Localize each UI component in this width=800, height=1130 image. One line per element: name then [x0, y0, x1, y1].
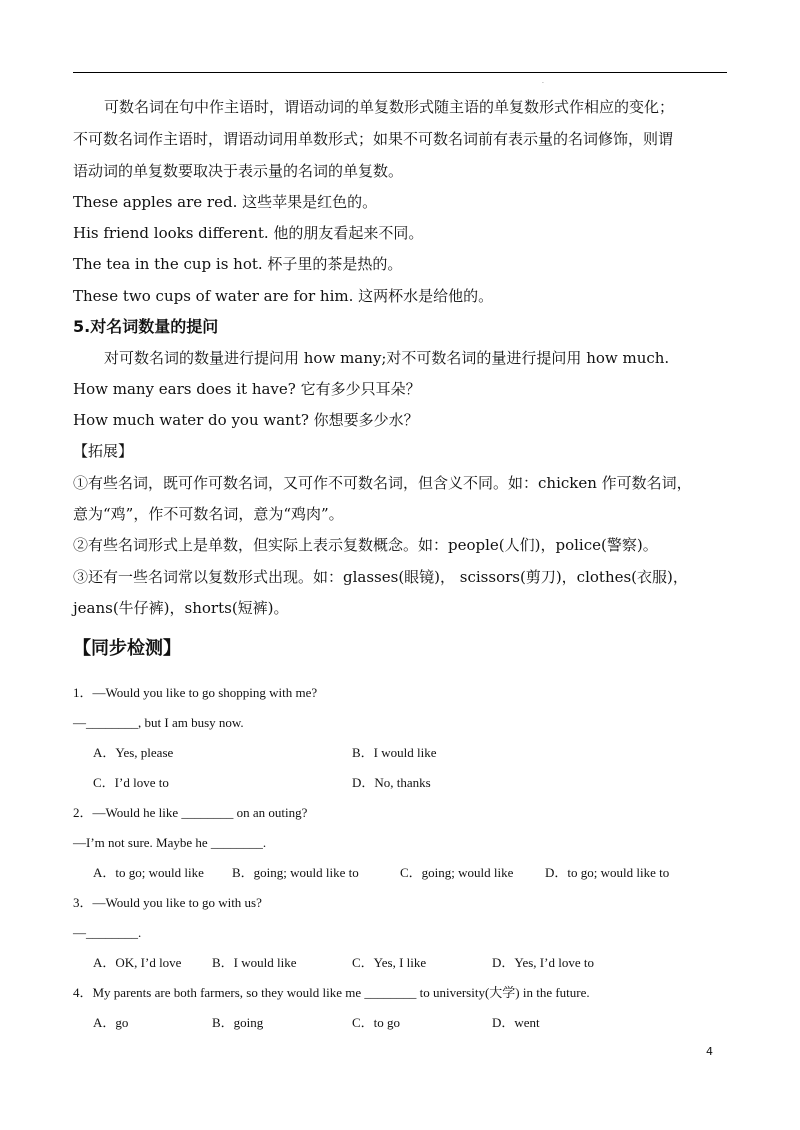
answer-option: C．Yes, I like	[352, 955, 427, 970]
paragraph-line: 可数名词在句中作主语时，谓语动词的单复数形式随主语的单复数形式作相应的变化；	[104, 98, 675, 116]
extend-item: ②有些名词形式上是单数，但实际上表示复数概念。如：people(人们)，police(警察)。	[73, 536, 658, 554]
answer-option: A．Yes, please	[93, 745, 174, 760]
answer-option: C．I’d love to	[93, 775, 169, 790]
answer-option: C．going; would like	[400, 865, 514, 880]
answer-option: B．I would like	[212, 955, 297, 970]
paragraph-line: 不可数名词作主语时，谓语动词用单数形式；如果不可数名词前有表示量的名词修饰，则谓	[73, 130, 674, 148]
header-mark: ·	[542, 80, 544, 87]
section-title: 【同步检测】	[73, 638, 181, 659]
paragraph-line: 语动词的单复数要取决于表示量的名词的单复数。	[73, 162, 404, 180]
answer-option: A．go	[93, 1015, 129, 1030]
answer-option: D．No, thanks	[352, 775, 431, 790]
example-sentence: The tea in the cup is hot. 杯子里的茶是热的。	[73, 255, 403, 273]
question-stem: —________.	[73, 925, 142, 940]
example-sentence: These two cups of water are for him. 这两杯水是给他的。	[73, 287, 494, 305]
answer-option: B．going	[212, 1015, 264, 1030]
answer-option: A．to go; would like	[93, 865, 204, 880]
extend-label: 【拓展】	[73, 442, 134, 460]
question-stem: 2．—Would he like ________ on an outing?	[73, 805, 308, 820]
paragraph-line: 对可数名词的数量进行提问用 how many;对不可数名词的量进行提问用 how much.	[104, 349, 670, 367]
question-stem: 3．—Would you like to go with us?	[73, 895, 262, 910]
example-sentence: How many ears does it have? 它有多少只耳朵？	[73, 380, 421, 398]
answer-option: D．went	[492, 1015, 540, 1030]
header-rule	[73, 72, 727, 73]
example-sentence: How much water do you want? 你想要多少水？	[73, 411, 419, 429]
extend-item: 意为“鸡”，作不可数名词，意为“鸡肉”。	[73, 505, 344, 523]
question-stem: 1．—Would you like to go shopping with me?	[73, 685, 318, 700]
question-stem: —________, but I am busy now.	[73, 715, 244, 730]
answer-option: D．Yes, I’d love to	[492, 955, 594, 970]
answer-option: A．OK, I’d love	[93, 955, 182, 970]
answer-option: D．to go; would like to	[545, 865, 670, 880]
extend-item: ③还有一些名词常以复数形式出现。如：glasses(眼镜)， scissors(剪刀)，clothes(衣服)，	[73, 568, 688, 586]
extend-item: jeans(牛仔裤)，shorts(短裤)。	[73, 599, 289, 617]
question-stem: 4．My parents are both farmers, so they would like me ________ to university(大学) in the future.	[73, 985, 590, 1000]
answer-option: C．to go	[352, 1015, 401, 1030]
answer-option: B．going; would like to	[232, 865, 359, 880]
answer-option: B．I would like	[352, 745, 437, 760]
extend-item: ①有些名词，既可作可数名词，又可作不可数名词，但含义不同。如：chicken 作可数名词，	[73, 474, 692, 492]
question-stem: —I’m not sure. Maybe he ________.	[73, 835, 267, 850]
example-sentence: These apples are red. 这些苹果是红色的。	[73, 193, 378, 211]
section-heading-5: 5.对名词数量的提问	[73, 317, 219, 336]
page-number: 4	[706, 1045, 713, 1058]
example-sentence: His friend looks different. 他的朋友看起来不同。	[73, 224, 424, 242]
